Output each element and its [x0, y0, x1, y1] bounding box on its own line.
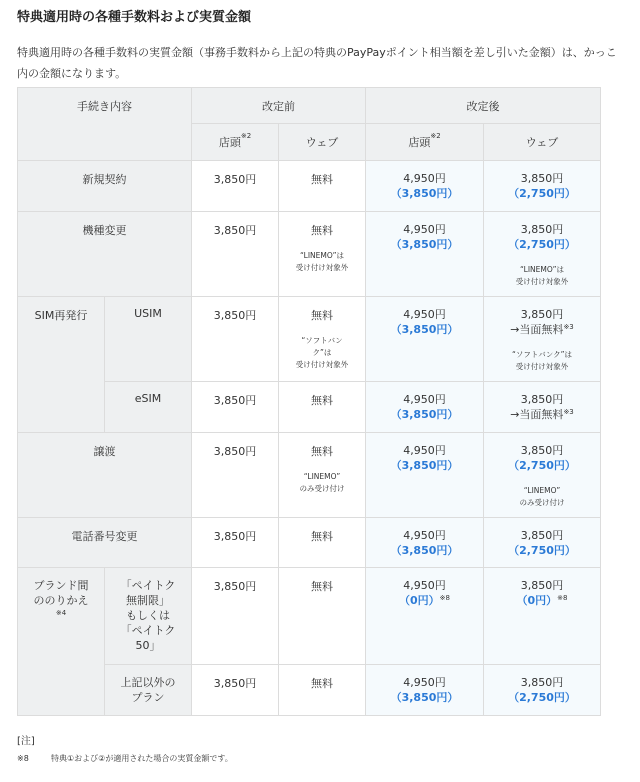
- header-after-store: 店頭$^{※2}$: [366, 124, 484, 161]
- cell-after-store: 4,950円 （3,850円）: [366, 161, 484, 212]
- cell-after-web: 3,850円 （2,750円）: [484, 665, 601, 716]
- footnote-8: [17, 753, 233, 764]
- row-label-new: 新規契約: [18, 161, 192, 212]
- cell-before-store: 3,850円: [192, 382, 279, 433]
- table-row-model-change: [18, 212, 601, 297]
- cell-before-web: 無料 “LINEMO” のみ受け付け: [279, 433, 366, 518]
- row-label-paytoku: 「ペイトク 無制限」 もしくは 「ペイトク 50」: [105, 568, 192, 665]
- row-label-other-plan: 上記以外の プラン: [105, 665, 192, 716]
- table-row-paytoku: [18, 568, 601, 665]
- cell-after-store: 4,950円 （3,850円）: [366, 433, 484, 518]
- footnote-8-text: 特典①および②が適用された場合の実質金額です。: [51, 754, 233, 763]
- cell-before-store: 3,850円: [192, 297, 279, 382]
- table-row-number-change: [18, 518, 601, 568]
- cell-after-web: 3,850円 （0円）$^{※8}$: [484, 568, 601, 665]
- cell-before-web: 無料 “LINEMO”は 受け付け対象外: [279, 212, 366, 297]
- cell-before-web: 無料: [279, 161, 366, 212]
- cell-after-store: 4,950円 （3,850円）: [366, 518, 484, 568]
- cell-before-store: 3,850円: [192, 568, 279, 665]
- intro-text: 特典適用時の各種手数料の実質金額（事務手数料から上記の特典のPayPayポイント相当額を差し引いた金額）は、かっこ内の金額になります。: [17, 46, 617, 80]
- cell-after-store: 4,950円 （0円）$^{※8}$: [366, 568, 484, 665]
- row-label-number-change: 電話番号変更: [18, 518, 192, 568]
- cell-after-store: 4,950円 （3,850円）: [366, 297, 484, 382]
- cell-after-web: 3,850円 （2,750円）: [484, 518, 601, 568]
- row-label-sim-reissue: SIM再発行: [18, 297, 105, 433]
- row-label-model-change: 機種変更: [18, 212, 192, 297]
- cell-after-web: 3,850円 →当面無料$^{※3}$: [484, 382, 601, 433]
- cell-before-web: 無料: [279, 518, 366, 568]
- row-label-usim: USIM: [105, 297, 192, 382]
- fee-table: [17, 87, 601, 716]
- cell-before-store: 3,850円: [192, 161, 279, 212]
- cell-before-web: 無料: [279, 382, 366, 433]
- table-row-usim: [18, 297, 601, 382]
- row-label-brand-switch: ブランド間 ののりかえ $^{※4}$: [18, 568, 105, 716]
- header-before-web: ウェブ: [279, 124, 366, 161]
- cell-before-store: 3,850円: [192, 212, 279, 297]
- header-row-1: [18, 88, 601, 124]
- table-row-transfer: [18, 433, 601, 518]
- cell-after-web: 3,850円 （2,750円）: [484, 161, 601, 212]
- header-before-store: 店頭$^{※2}$: [192, 124, 279, 161]
- cell-after-web: 3,850円 （2,750円） “LINEMO” のみ受け付け: [484, 433, 601, 518]
- table-row-new: [18, 161, 601, 212]
- cell-after-store: 4,950円 （3,850円）: [366, 665, 484, 716]
- header-procedure: 手続き内容: [18, 88, 192, 161]
- notes-label: [注]: [17, 736, 35, 747]
- cell-before-web: 無料: [279, 568, 366, 665]
- cell-after-web: 3,850円 →当面無料$^{※3}$ “ソフトバンク”は 受け付け対象外: [484, 297, 601, 382]
- cell-before-store: 3,850円: [192, 518, 279, 568]
- cell-before-web: 無料 “ソフトバン ク”は 受け付け対象外: [279, 297, 366, 382]
- header-after-web: ウェブ: [484, 124, 601, 161]
- table-row-esim: [18, 382, 601, 433]
- cell-after-web: 3,850円 （2,750円） “LINEMO”は 受け付け対象外: [484, 212, 601, 297]
- header-after: 改定後: [366, 88, 601, 124]
- header-before: 改定前: [192, 88, 366, 124]
- table-row-other-plan: [18, 665, 601, 716]
- section-title: 特典適用時の各種手数料および実質金額: [17, 10, 252, 25]
- cell-after-store: 4,950円 （3,850円）: [366, 212, 484, 297]
- footnote-8-number: ※8: [17, 754, 29, 763]
- row-label-transfer: 譲渡: [18, 433, 192, 518]
- row-label-esim: eSIM: [105, 382, 192, 433]
- cell-after-store: 4,950円 （3,850円）: [366, 382, 484, 433]
- cell-before-store: 3,850円: [192, 665, 279, 716]
- cell-before-web: 無料: [279, 665, 366, 716]
- cell-before-store: 3,850円: [192, 433, 279, 518]
